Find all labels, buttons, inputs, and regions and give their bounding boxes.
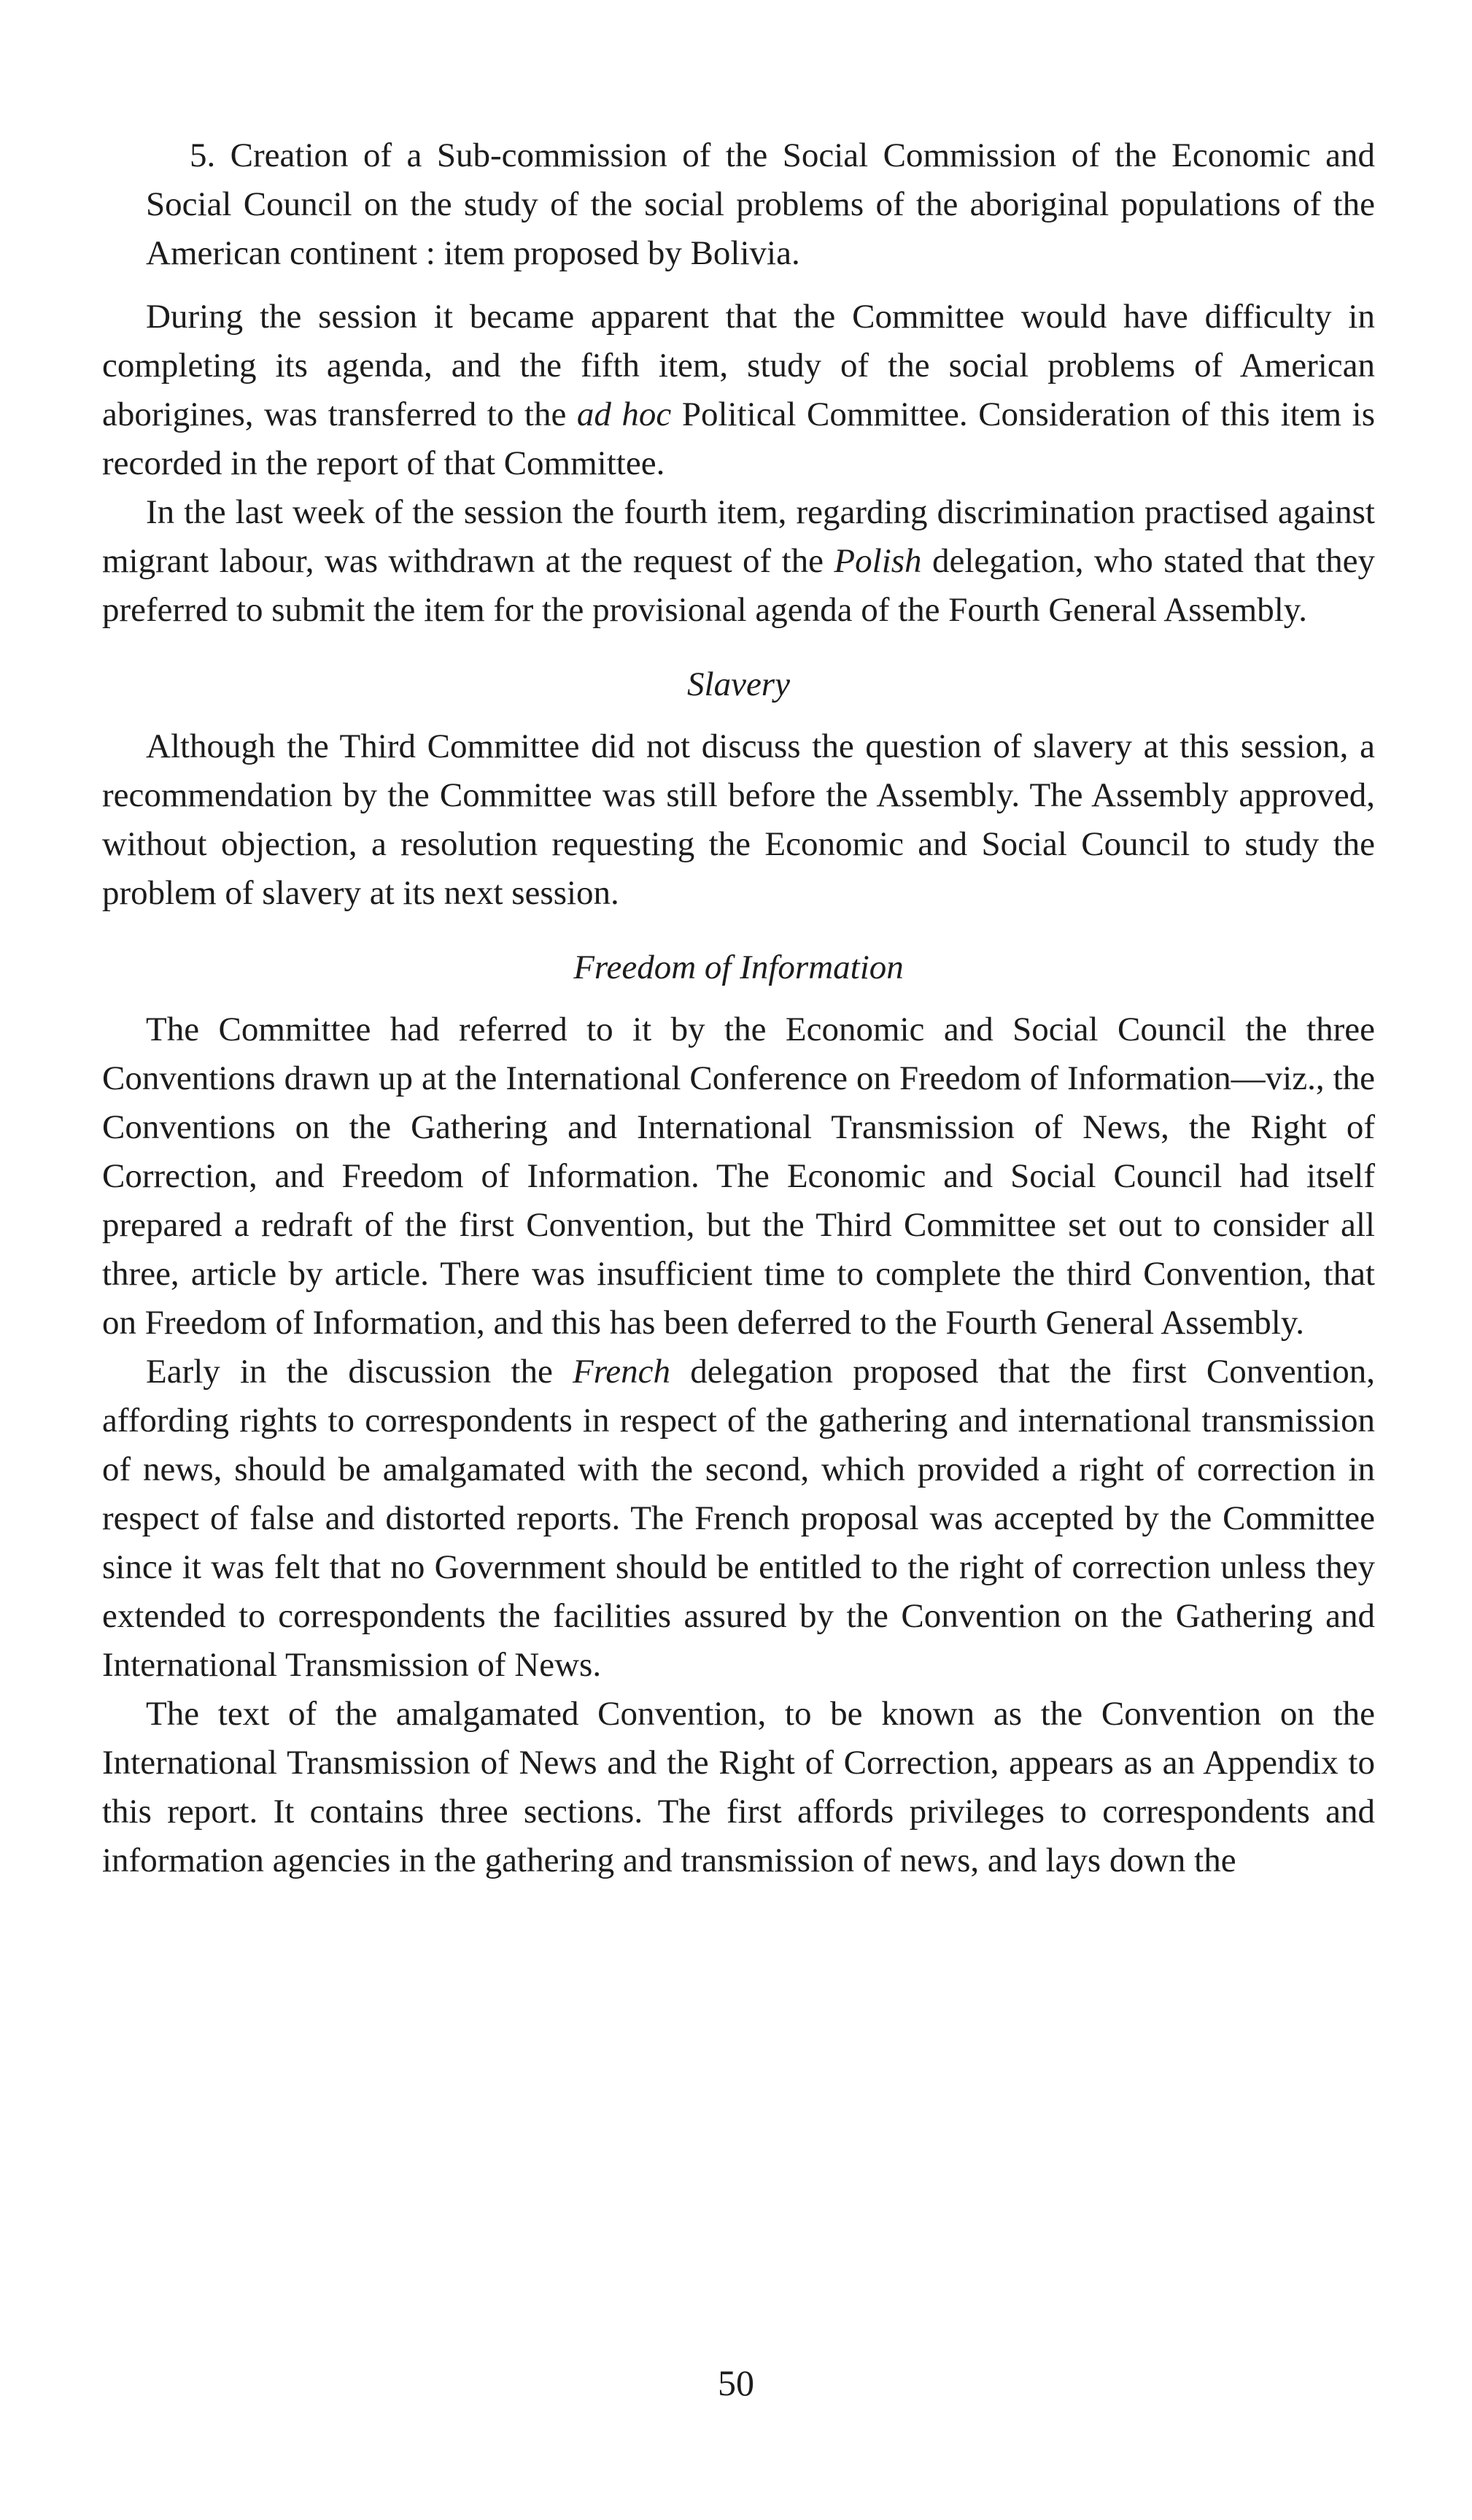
- agenda-item-text: 5. Creation of a Sub-commission of the Social Commission of the Economic and Social Council on the study of the social problems of the aboriginal populations of the American continent : item proposed by Bolivia.: [146, 136, 1375, 272]
- emphasis-ad-hoc: ad hoc: [576, 395, 672, 433]
- paragraph-text: Although the Third Committee did not discuss the question of slavery at this session, a recommendation by the Committee was still before the Assembly. The Assembly approved, without objection, a resolution requesting the Economic and Social Council to study the problem of slavery at its next session.: [102, 727, 1375, 912]
- paragraph-slavery: [102, 722, 1375, 918]
- paragraph-text: The text of the amalgamated Convention, to be known as the Convention on the International Transmission of News and the Right of Correction, appears as an Appendix to this report. It contains three sections. The first affords privileges to correspondents and information agencies in the gathering and transmission of news, and lays down the: [102, 1695, 1375, 1879]
- section-heading-slavery: Slavery: [687, 665, 790, 703]
- page-number: 50: [718, 2362, 754, 2403]
- paragraph-text: Early in the discussion the: [146, 1353, 553, 1391]
- paragraph-agenda-transfer: [102, 293, 1375, 488]
- paragraph-text: In the last week of the session the fourth item, regarding discrimination practised against migrant labour, was withdrawn at the request of the: [102, 493, 1375, 580]
- paragraph-french-proposal: [102, 1348, 1375, 1690]
- paragraph-migrant-labour: [102, 488, 1375, 635]
- section-heading-freedom-of-information: Freedom of Information: [573, 948, 904, 986]
- emphasis-polish: Polish: [834, 542, 922, 580]
- paragraph-text: During the session it became apparent that the Committee would have difficulty in completing its agenda, and the fifth item, study of the social problems of American aborigines, was transferred to the: [102, 298, 1375, 433]
- document-page: [102, 131, 1375, 1885]
- paragraph-conventions: [102, 1005, 1375, 1348]
- paragraph-text: delegation, who stated that they preferred to submit the item for the provisional agenda of the Fourth General Assembly.: [102, 542, 1376, 629]
- paragraph-text: delegation proposed that the first Convention, affording rights to correspondents in respect of the gathering and international transmission of news, should be amalgamated with the second, which provided a right of correction in respect of false and distorted reports. The French proposal was accepted by the Committee since it was felt that no Government should be entitled to the right of correction unless they extended to correspondents the facilities assured by the Convention on the Gathering and International Transmission of News.: [102, 1353, 1375, 1684]
- paragraph-text: The Committee had referred to it by the Economic and Social Council the three Conventions drawn up at the International Conference on Freedom of Information—viz., the Conventions on the Gathering and International Transmission of News, the Right of Correction, and Freedom of Information. The Economic and Social Council had itself prepared a redraft of the first Convention, but the Third Committee set out to consider all three, article by article. There was insufficient time to complete the third Convention, that on Freedom of Information, and this has been deferred to the Fourth General Assembly.: [102, 1010, 1375, 1342]
- emphasis-french: French: [573, 1353, 671, 1391]
- paragraph-text: Political Committee. Consideration of this item is recorded in the report of that Committee.: [102, 395, 1376, 482]
- paragraph-amalgamated-convention: [102, 1690, 1375, 1885]
- agenda-item-5: [102, 131, 1375, 278]
